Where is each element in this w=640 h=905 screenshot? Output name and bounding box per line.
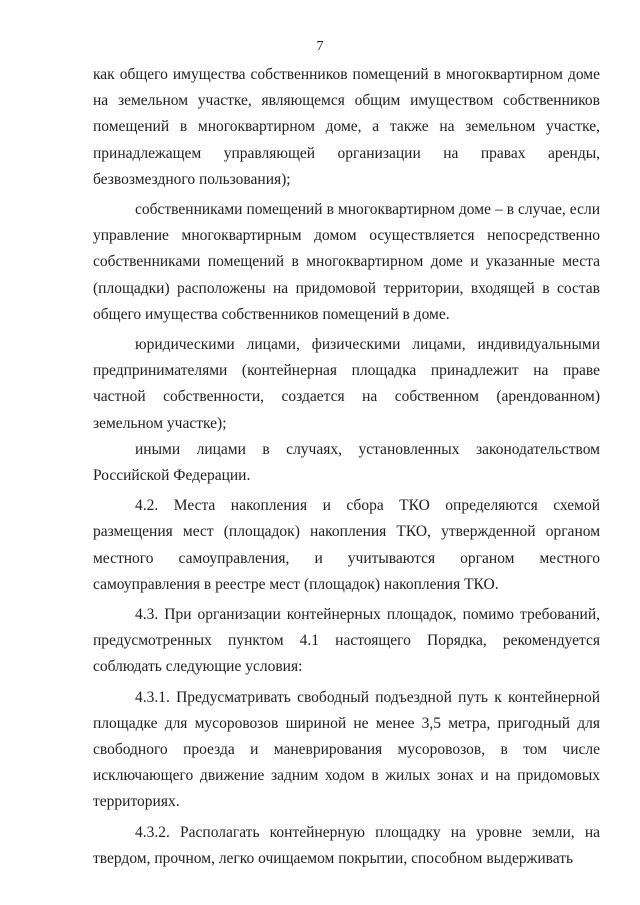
paragraph-other-persons: иными лицами в случаях, установленных законодательством Российской Федерации. (93, 440, 600, 485)
paragraph-4-3-1: 4.3.1. Предусматривать свободный подъездной путь к контейнерной площадке для мусоровозов шириной не менее 3,5 метра, пригодный для свободного проезда и маневрирования мусоровозов, в том числе исключающего движение задним ходом в жилых зонах и на придомовых территориях. (93, 688, 600, 811)
paragraph-4-2: 4.2. Места накопления и сбора ТКО определяются схемой размещения мест (площадок) накопления ТКО, утвержденной органом местного самоуправления, и учитываются органом местного самоуправления в реестре мест (площадок) накопления ТКО. (93, 497, 600, 593)
paragraph-4-3: 4.3. При организации контейнерных площадок, помимо требований, предусмотренных пунктом 4.1 настоящего Порядка, рекомендуется соблюдать следующие условия: (93, 606, 600, 676)
paragraph-legal-entities: юридическими лицами, физическими лицами, индивидуальными предпринимателями (контейнерная площадка принадлежит на праве частной собственности, создается на собственном (арендованном) земельном участке); (93, 336, 600, 432)
body-text (93, 62, 600, 872)
paragraph-property-continuation: как общего имущества собственников помещений в многоквартирном доме на земельном участке, являющемся общим имуществом собственников помещений в многоквартирном доме, а также на земельном участке, принадлежащем управляющей организации на правах аренды, безвозмездного пользования); (93, 66, 600, 188)
paragraph-4-3-2: 4.3.2. Располагать контейнерную площадку на уровне земли, на твердом, прочном, легко очищаемом покрытии, способном выдерживать (93, 823, 600, 867)
paragraph-owners: собственниками помещений в многоквартирном доме – в случае, если управление многоквартирным домом осуществляется непосредственно собственниками помещений в многоквартирном доме и указанные места (площадки) расположены на придомовой территории, входящей в состав общего имущества собственников помещений в доме. (93, 201, 600, 323)
page-number: 7 (316, 39, 324, 54)
